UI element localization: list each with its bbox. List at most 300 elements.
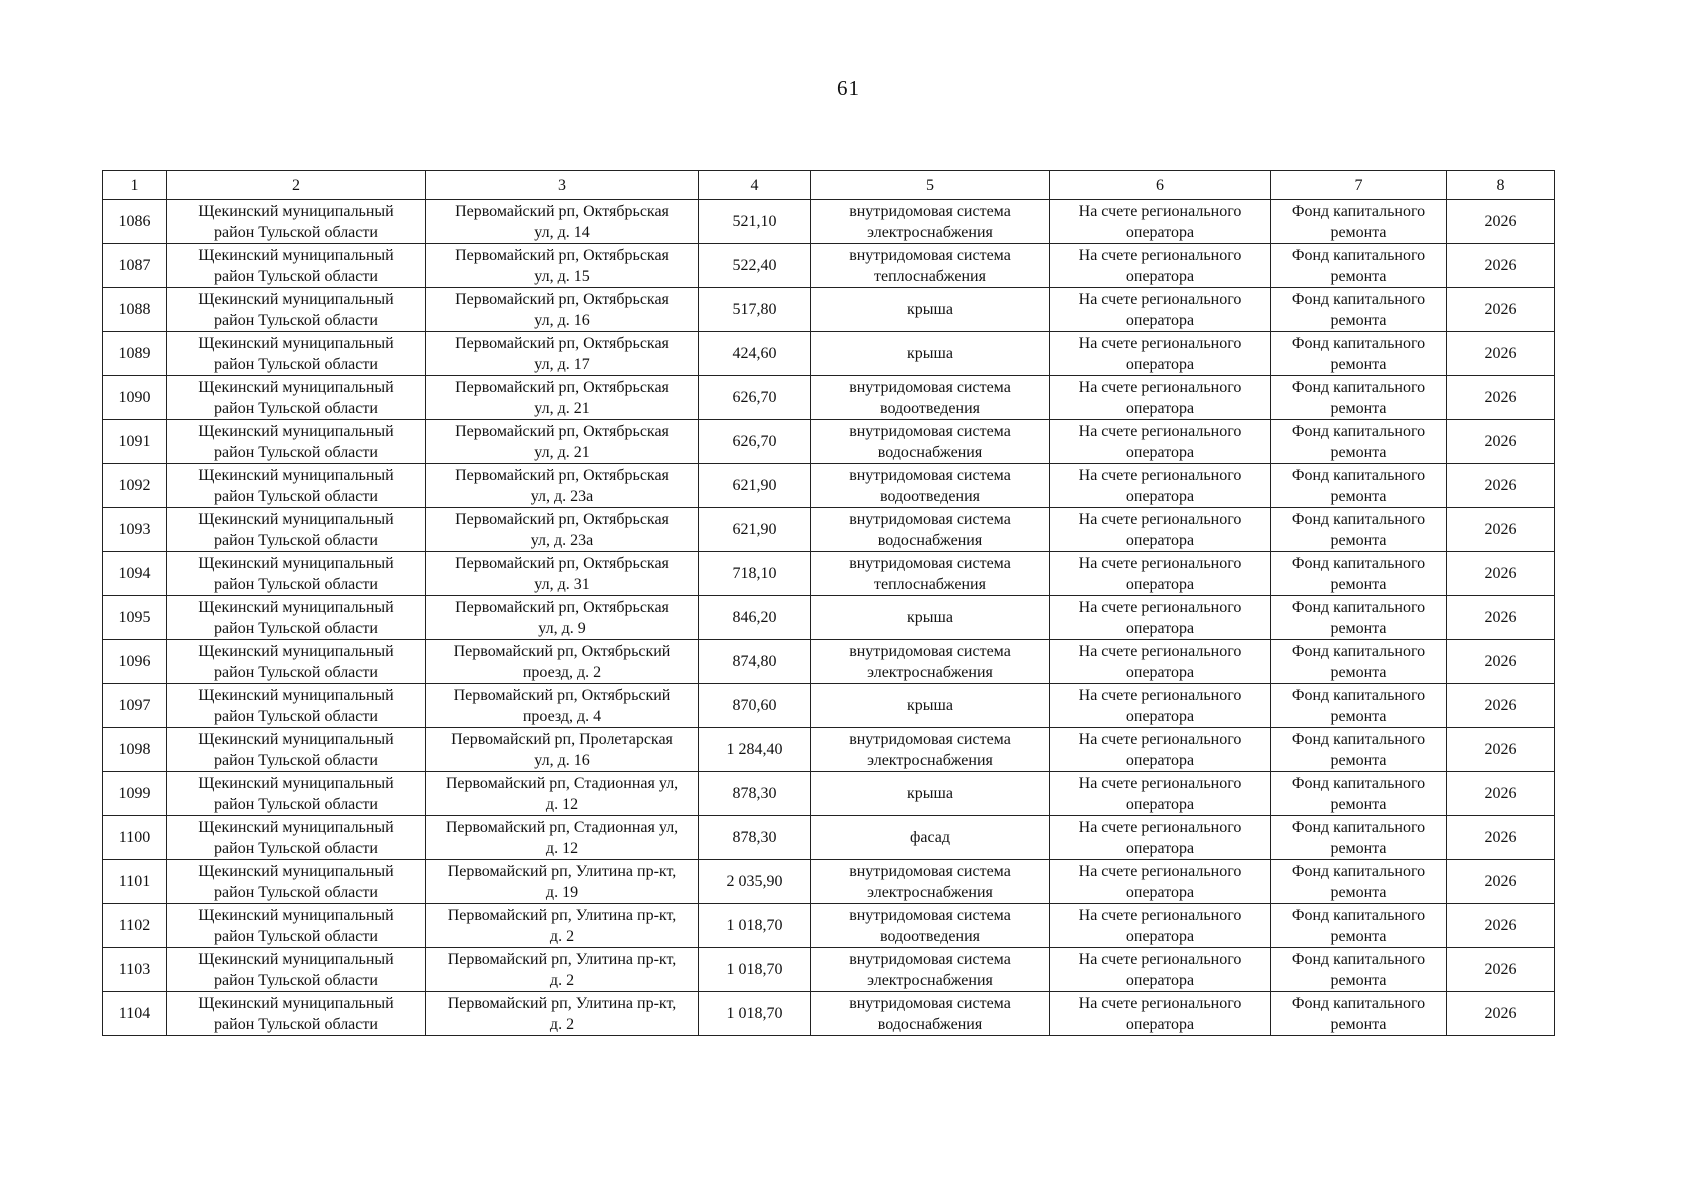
area-cell [699,244,811,288]
work-type-cell [811,288,1050,332]
address-cell [426,508,699,552]
cell-text: 2026 [1484,609,1517,626]
address-cell [426,420,699,464]
cell-text: 2 035,90 [726,873,783,890]
cell-text: ремонта [1330,839,1387,857]
cell-text: район Тульской области [214,971,378,989]
cell-text: район Тульской области [214,883,378,901]
fund-source-cell [1271,420,1447,464]
capital-repair-table [102,170,1555,1036]
cell-text: район Тульской области [214,487,378,505]
table-row [103,464,1555,508]
column-header: 6 [1050,171,1271,200]
table-row [103,288,1555,332]
cell-text: Первомайский рп, Октябрьская [455,246,669,264]
work-type-cell [811,376,1050,420]
cell-text: 1086 [118,213,151,230]
cell-text: водоснабжения [877,1015,983,1033]
cell-text: Фонд капитального [1291,906,1426,924]
address-cell [426,332,699,376]
year-cell [1447,288,1555,332]
cell-text: На счете регионального [1078,422,1242,440]
cell-text: д. 2 [549,1015,575,1033]
address-cell [426,860,699,904]
cell-text: ремонта [1330,927,1387,945]
cell-text: район Тульской области [214,839,378,857]
address-cell [426,596,699,640]
cell-text: 2026 [1484,565,1517,582]
column-header: 4 [699,171,811,200]
work-type-cell [811,992,1050,1036]
account-cell [1050,816,1271,860]
fund-source-cell [1271,376,1447,420]
municipality-cell [167,596,426,640]
work-type-cell [811,420,1050,464]
address-cell [426,464,699,508]
work-type-cell [811,244,1050,288]
cell-text: Фонд капитального [1291,642,1426,660]
cell-text: 1 018,70 [726,961,783,978]
address-cell [426,992,699,1036]
table-row [103,904,1555,948]
cell-text: Фонд капитального [1291,466,1426,484]
area-cell [699,464,811,508]
work-type-cell [811,200,1050,244]
cell-text: 1097 [118,697,151,714]
row-number-cell [103,992,167,1036]
municipality-cell [167,728,426,772]
cell-text: Первомайский рп, Октябрьская [455,202,669,220]
table-row [103,948,1555,992]
table-row [103,772,1555,816]
cell-text: теплоснабжения [874,575,986,593]
cell-text: ремонта [1330,663,1387,681]
municipality-cell [167,244,426,288]
table-row [103,596,1555,640]
cell-text: район Тульской области [214,795,378,813]
work-type-cell [811,904,1050,948]
cell-text: На счете регионального [1078,598,1242,616]
cell-text: 1089 [118,345,151,362]
cell-text: Щекинский муниципальный [198,598,394,616]
cell-text: проезд, д. 2 [522,663,602,681]
cell-text: оператора [1125,883,1195,901]
fund-source-cell [1271,244,1447,288]
cell-text: Щекинский муниципальный [198,466,394,484]
fund-source-cell [1271,992,1447,1036]
cell-text: оператора [1125,971,1195,989]
cell-text: На счете регионального [1078,334,1242,352]
cell-text: 2026 [1484,785,1517,802]
cell-text: Щекинский муниципальный [198,246,394,264]
table-row [103,420,1555,464]
cell-text: ул, д. 23а [530,531,594,549]
cell-text: фасад [909,829,950,846]
address-cell [426,552,699,596]
cell-text: ул, д. 15 [534,267,590,285]
cell-text: Щекинский муниципальный [198,422,394,440]
cell-text: ремонта [1330,707,1387,725]
fund-source-cell [1271,948,1447,992]
area-cell [699,596,811,640]
cell-text: 2026 [1484,389,1517,406]
table-row [103,992,1555,1036]
fund-source-cell [1271,288,1447,332]
table-row [103,816,1555,860]
cell-text: 870,60 [732,697,777,714]
cell-text: д. 12 [545,839,579,857]
fund-source-cell [1271,200,1447,244]
cell-text: Фонд капитального [1291,422,1426,440]
cell-text: На счете регионального [1078,642,1242,660]
account-cell [1050,904,1271,948]
cell-text: 1095 [118,609,151,626]
work-type-cell [811,464,1050,508]
cell-text: район Тульской области [214,1015,378,1033]
account-cell [1050,244,1271,288]
table-row [103,332,1555,376]
cell-text: электроснабжения [867,971,993,989]
cell-text: оператора [1125,927,1195,945]
cell-text: ремонта [1330,487,1387,505]
column-header: 7 [1271,171,1447,200]
area-cell [699,508,811,552]
cell-text: 2026 [1484,917,1517,934]
cell-text: внутридомовая система [849,378,1011,396]
cell-text: 2026 [1484,521,1517,538]
cell-text: Первомайский рп, Октябрьская [455,334,669,352]
address-cell [426,772,699,816]
cell-text: 2026 [1484,433,1517,450]
cell-text: ремонта [1330,223,1387,241]
fund-source-cell [1271,728,1447,772]
cell-text: 1092 [118,477,151,494]
cell-text: ул, д. 16 [534,311,590,329]
cell-text: 846,20 [732,609,777,626]
cell-text: район Тульской области [214,399,378,417]
row-number-cell [103,376,167,420]
area-cell [699,772,811,816]
cell-text: крыша [907,301,953,318]
area-cell [699,860,811,904]
account-cell [1050,772,1271,816]
fund-source-cell [1271,552,1447,596]
cell-text: 874,80 [732,653,777,670]
cell-text: 2026 [1484,1005,1517,1022]
cell-text: На счете регионального [1078,202,1242,220]
cell-text: ремонта [1330,619,1387,637]
cell-text: ремонта [1330,311,1387,329]
cell-text: водоотведения [880,927,980,945]
cell-text: Фонд капитального [1291,378,1426,396]
year-cell [1447,684,1555,728]
cell-text: 718,10 [732,565,777,582]
table-header-row [103,171,1555,200]
cell-text: На счете регионального [1078,730,1242,748]
cell-text: 1087 [118,257,151,274]
row-number-cell [103,332,167,376]
cell-text: ул, д. 21 [534,399,590,417]
area-cell [699,376,811,420]
cell-text: 2026 [1484,213,1517,230]
fund-source-cell [1271,464,1447,508]
cell-text: ремонта [1330,443,1387,461]
row-number-cell [103,244,167,288]
cell-text: Фонд капитального [1291,334,1426,352]
cell-text: Щекинский муниципальный [198,730,394,748]
area-cell [699,420,811,464]
address-cell [426,684,699,728]
cell-text: д. 19 [545,883,579,901]
cell-text: На счете регионального [1078,510,1242,528]
area-cell [699,728,811,772]
cell-text: Первомайский рп, Октябрьская [455,598,669,616]
cell-text: электроснабжения [867,663,993,681]
cell-text: район Тульской области [214,267,378,285]
cell-text: электроснабжения [867,883,993,901]
cell-text: Щекинский муниципальный [198,950,394,968]
table-row [103,728,1555,772]
cell-text: На счете регионального [1078,994,1242,1012]
area-cell [699,288,811,332]
cell-text: ул, д. 14 [534,223,590,241]
cell-text: Первомайский рп, Октябрьская [455,422,669,440]
cell-text: Щекинский муниципальный [198,994,394,1012]
cell-text: На счете регионального [1078,246,1242,264]
row-number-cell [103,860,167,904]
municipality-cell [167,948,426,992]
cell-text: 1091 [118,433,151,450]
cell-text: внутридомовая система [849,994,1011,1012]
cell-text: электроснабжения [867,751,993,769]
cell-text: На счете регионального [1078,554,1242,572]
address-cell [426,948,699,992]
work-type-cell [811,508,1050,552]
account-cell [1050,552,1271,596]
work-type-cell [811,728,1050,772]
cell-text: 878,30 [732,785,777,802]
cell-text: Щекинский муниципальный [198,774,394,792]
cell-text: 626,70 [732,433,777,450]
fund-source-cell [1271,332,1447,376]
address-cell [426,288,699,332]
cell-text: На счете регионального [1078,774,1242,792]
cell-text: оператора [1125,663,1195,681]
municipality-cell [167,288,426,332]
municipality-cell [167,420,426,464]
cell-text: оператора [1125,531,1195,549]
cell-text: оператора [1125,399,1195,417]
cell-text: внутридомовая система [849,730,1011,748]
table-row [103,640,1555,684]
table-row [103,508,1555,552]
cell-text: 2026 [1484,653,1517,670]
cell-text: Фонд капитального [1291,510,1426,528]
table-row [103,684,1555,728]
cell-text: На счете регионального [1078,466,1242,484]
municipality-cell [167,992,426,1036]
table-row [103,860,1555,904]
area-cell [699,552,811,596]
cell-text: ремонта [1330,795,1387,813]
cell-text: На счете регионального [1078,378,1242,396]
cell-text: ремонта [1330,751,1387,769]
cell-text: район Тульской области [214,575,378,593]
cell-text: Щекинский муниципальный [198,818,394,836]
cell-text: Фонд капитального [1291,862,1426,880]
cell-text: водоотведения [880,399,980,417]
cell-text: Щекинский муниципальный [198,686,394,704]
table-row [103,552,1555,596]
cell-text: ул, д. 23а [530,487,594,505]
cell-text: район Тульской области [214,619,378,637]
cell-text: электроснабжения [867,223,993,241]
cell-text: водоснабжения [877,531,983,549]
cell-text: Щекинский муниципальный [198,642,394,660]
cell-text: 1094 [118,565,151,582]
work-type-cell [811,552,1050,596]
account-cell [1050,684,1271,728]
work-type-cell [811,596,1050,640]
cell-text: оператора [1125,1015,1195,1033]
cell-text: Первомайский рп, Стадионная ул, [445,818,679,836]
cell-text: 2026 [1484,829,1517,846]
cell-text: район Тульской области [214,355,378,373]
cell-text: ремонта [1330,883,1387,901]
row-number-cell [103,596,167,640]
cell-text: 517,80 [732,301,777,318]
cell-text: район Тульской области [214,707,378,725]
area-cell [699,640,811,684]
work-type-cell [811,640,1050,684]
work-type-cell [811,860,1050,904]
account-cell [1050,420,1271,464]
cell-text: 1099 [118,785,151,802]
cell-text: ул, д. 16 [534,751,590,769]
cell-text: 1093 [118,521,151,538]
year-cell [1447,992,1555,1036]
cell-text: оператора [1125,311,1195,329]
account-cell [1050,332,1271,376]
address-cell [426,640,699,684]
cell-text: На счете регионального [1078,290,1242,308]
cell-text: район Тульской области [214,927,378,945]
address-cell [426,200,699,244]
cell-text: Первомайский рп, Октябрьский [453,686,671,704]
cell-text: Фонд капитального [1291,598,1426,616]
municipality-cell [167,552,426,596]
cell-text: Первомайский рп, Октябрьская [455,290,669,308]
cell-text: ул, д. 9 [538,619,586,637]
work-type-cell [811,772,1050,816]
account-cell [1050,948,1271,992]
cell-text: Фонд капитального [1291,202,1426,220]
cell-text: Фонд капитального [1291,290,1426,308]
account-cell [1050,596,1271,640]
cell-text: ремонта [1330,355,1387,373]
year-cell [1447,596,1555,640]
account-cell [1050,860,1271,904]
municipality-cell [167,376,426,420]
cell-text: Фонд капитального [1291,818,1426,836]
municipality-cell [167,684,426,728]
cell-text: Фонд капитального [1291,994,1426,1012]
cell-text: 1101 [118,873,151,890]
cell-text: 1100 [118,829,151,846]
year-cell [1447,948,1555,992]
column-header: 2 [167,171,426,200]
column-header: 8 [1447,171,1555,200]
cell-text: Щекинский муниципальный [198,510,394,528]
municipality-cell [167,816,426,860]
fund-source-cell [1271,596,1447,640]
cell-text: Щекинский муниципальный [198,906,394,924]
cell-text: Первомайский рп, Улитина пр-кт, [447,906,677,924]
cell-text: оператора [1125,575,1195,593]
area-cell [699,684,811,728]
work-type-cell [811,332,1050,376]
year-cell [1447,200,1555,244]
work-type-cell [811,684,1050,728]
row-number-cell [103,816,167,860]
cell-text: 1103 [118,961,151,978]
cell-text: Фонд капитального [1291,950,1426,968]
year-cell [1447,420,1555,464]
cell-text: 1 018,70 [726,917,783,934]
cell-text: 2026 [1484,345,1517,362]
row-number-cell [103,508,167,552]
cell-text: оператора [1125,707,1195,725]
cell-text: ул, д. 21 [534,443,590,461]
year-cell [1447,332,1555,376]
cell-text: 1104 [118,1005,151,1022]
cell-text: внутридомовая система [849,906,1011,924]
cell-text: внутридомовая система [849,950,1011,968]
cell-text: 2026 [1484,961,1517,978]
cell-text: внутридомовая система [849,510,1011,528]
cell-text: 2026 [1484,257,1517,274]
cell-text: оператора [1125,487,1195,505]
fund-source-cell [1271,904,1447,948]
address-cell [426,244,699,288]
cell-text: Первомайский рп, Октябрьский [453,642,671,660]
cell-text: Щекинский муниципальный [198,554,394,572]
cell-text: 2026 [1484,873,1517,890]
cell-text: д. 2 [549,971,575,989]
area-cell [699,948,811,992]
year-cell [1447,816,1555,860]
cell-text: ул, д. 17 [534,355,590,373]
cell-text: крыша [907,697,953,714]
table-body [103,200,1555,1036]
cell-text: район Тульской области [214,223,378,241]
cell-text: Первомайский рп, Улитина пр-кт, [447,950,677,968]
cell-text: оператора [1125,839,1195,857]
table-row [103,244,1555,288]
cell-text: ремонта [1330,1015,1387,1033]
cell-text: водоотведения [880,487,980,505]
cell-text: крыша [907,785,953,802]
municipality-cell [167,904,426,948]
cell-text: ул, д. 31 [534,575,590,593]
cell-text: крыша [907,345,953,362]
cell-text: 522,40 [732,257,777,274]
cell-text: внутридомовая система [849,202,1011,220]
cell-text: 626,70 [732,389,777,406]
cell-text: 621,90 [732,477,777,494]
account-cell [1050,992,1271,1036]
cell-text: 878,30 [732,829,777,846]
